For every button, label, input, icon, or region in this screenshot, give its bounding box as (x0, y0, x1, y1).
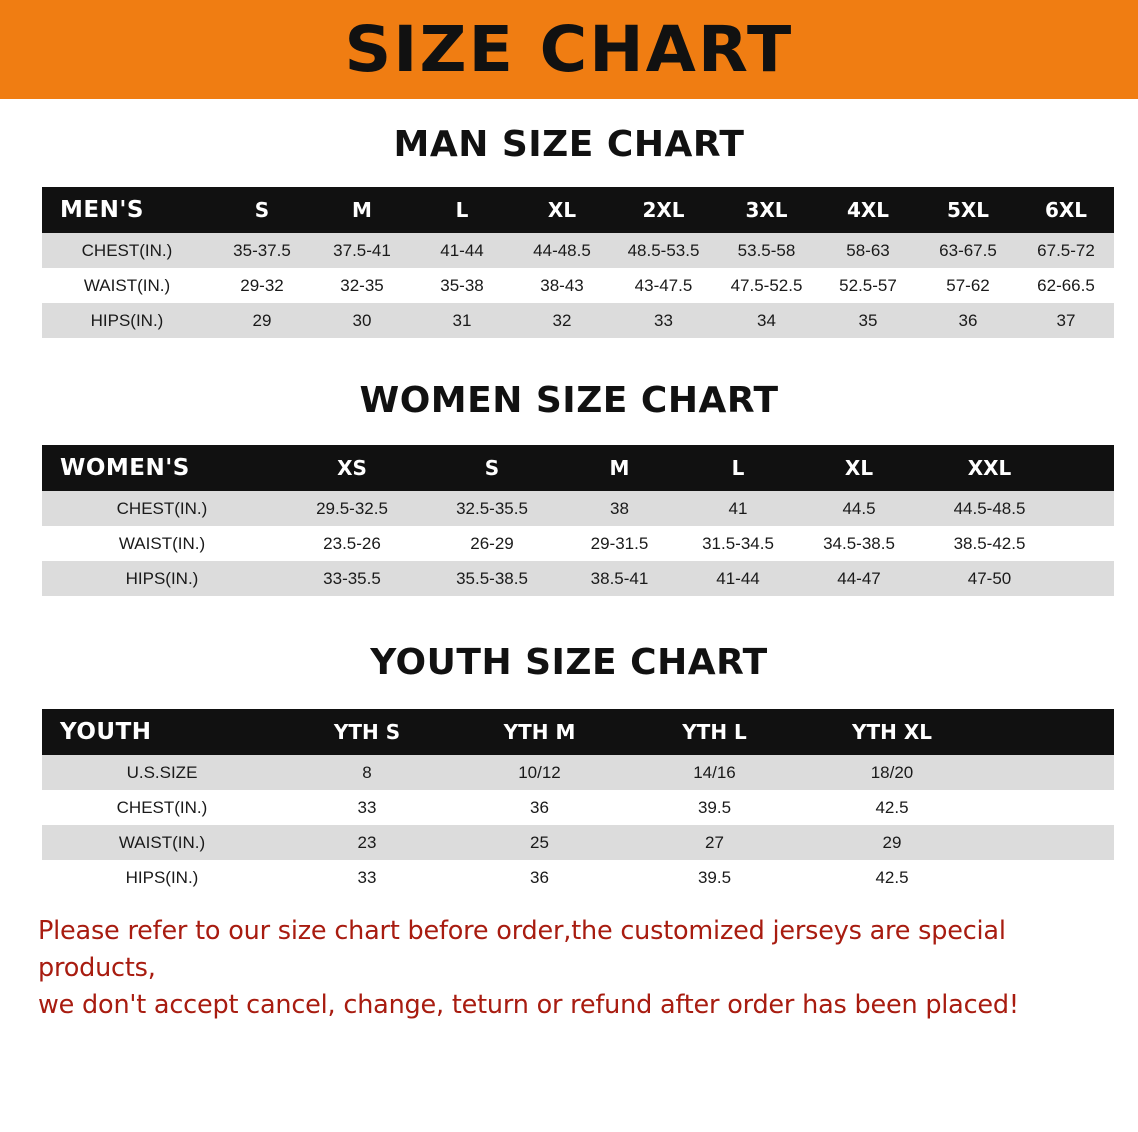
cell: 32 (512, 303, 612, 338)
cell: 53.5-58 (715, 233, 818, 268)
women-size-table (42, 445, 1114, 596)
table-row (42, 860, 1114, 895)
row-label: HIPS(IN.) (42, 561, 282, 596)
man-table-wrap (42, 187, 1096, 338)
column-header: 6XL (1018, 187, 1114, 233)
table-row (42, 790, 1114, 825)
header-banner (0, 0, 1138, 99)
cell: 44.5 (799, 491, 919, 526)
column-header: L (412, 187, 512, 233)
cell: 44.5-48.5 (919, 491, 1060, 526)
cell: 43-47.5 (612, 268, 715, 303)
row-label: HIPS(IN.) (42, 303, 212, 338)
man-size-table (42, 187, 1114, 338)
cell: 52.5-57 (818, 268, 918, 303)
column-header: XL (799, 445, 919, 491)
table-row (42, 233, 1114, 268)
cell-spacer (982, 860, 1114, 895)
cell: 34.5-38.5 (799, 526, 919, 561)
cell: 35.5-38.5 (422, 561, 562, 596)
cell-spacer (982, 825, 1114, 860)
cell: 39.5 (627, 860, 802, 895)
disclaimer-note (38, 913, 1100, 1024)
row-label: HIPS(IN.) (42, 860, 282, 895)
youth-section-title: YOUTH SIZE CHART (370, 642, 768, 683)
cell: 29-32 (212, 268, 312, 303)
women-table-wrap (42, 445, 1096, 596)
cell: 37 (1018, 303, 1114, 338)
women-section-title: WOMEN SIZE CHART (359, 380, 779, 421)
cell: 44-47 (799, 561, 919, 596)
youth-size-table (42, 709, 1114, 895)
row-label: WAIST(IN.) (42, 526, 282, 561)
cell: 41-44 (412, 233, 512, 268)
cell: 42.5 (802, 860, 982, 895)
cell-spacer (1060, 526, 1114, 561)
column-header-spacer (982, 709, 1114, 755)
cell: 63-67.5 (918, 233, 1018, 268)
cell-spacer (982, 755, 1114, 790)
column-header: XS (282, 445, 422, 491)
cell: 29 (802, 825, 982, 860)
table-row (42, 526, 1114, 561)
column-header: 2XL (612, 187, 715, 233)
cell: 35-37.5 (212, 233, 312, 268)
cell: 32-35 (312, 268, 412, 303)
column-header: WOMEN'S (42, 445, 282, 491)
row-label: WAIST(IN.) (42, 825, 282, 860)
cell: 10/12 (452, 755, 627, 790)
cell: 27 (627, 825, 802, 860)
cell: 31.5-34.5 (677, 526, 799, 561)
cell: 23 (282, 825, 452, 860)
cell: 32.5-35.5 (422, 491, 562, 526)
cell: 42.5 (802, 790, 982, 825)
cell: 38-43 (512, 268, 612, 303)
cell: 35-38 (412, 268, 512, 303)
cell: 33 (282, 790, 452, 825)
column-header: M (312, 187, 412, 233)
cell: 38 (562, 491, 677, 526)
cell: 58-63 (818, 233, 918, 268)
cell: 47-50 (919, 561, 1060, 596)
cell: 26-29 (422, 526, 562, 561)
cell: 41 (677, 491, 799, 526)
cell: 35 (818, 303, 918, 338)
table-header-row (42, 445, 1114, 491)
cell: 36 (918, 303, 1018, 338)
column-header: XL (512, 187, 612, 233)
youth-table-wrap (42, 709, 1096, 895)
page-title: SIZE CHART (344, 13, 794, 86)
table-row (42, 561, 1114, 596)
cell: 34 (715, 303, 818, 338)
cell: 33-35.5 (282, 561, 422, 596)
cell: 44-48.5 (512, 233, 612, 268)
row-label: CHEST(IN.) (42, 491, 282, 526)
column-header: YTH XL (802, 709, 982, 755)
cell: 37.5-41 (312, 233, 412, 268)
man-section-title: MAN SIZE CHART (393, 124, 745, 165)
cell: 36 (452, 860, 627, 895)
disclaimer-line-2: we don't accept cancel, change, teturn or refund after order has been placed! (38, 989, 1019, 1020)
column-header: S (212, 187, 312, 233)
cell: 29 (212, 303, 312, 338)
cell: 47.5-52.5 (715, 268, 818, 303)
column-header: YTH L (627, 709, 802, 755)
table-row (42, 303, 1114, 338)
cell: 29.5-32.5 (282, 491, 422, 526)
cell: 38.5-41 (562, 561, 677, 596)
cell: 33 (612, 303, 715, 338)
cell: 14/16 (627, 755, 802, 790)
cell: 39.5 (627, 790, 802, 825)
column-header: YOUTH (42, 709, 282, 755)
cell: 67.5-72 (1018, 233, 1114, 268)
column-header: XXL (919, 445, 1060, 491)
disclaimer-line-1: Please refer to our size chart before order,the customized jerseys are special products, (38, 916, 1006, 983)
cell: 23.5-26 (282, 526, 422, 561)
column-header-spacer (1060, 445, 1114, 491)
column-header: MEN'S (42, 187, 212, 233)
cell: 29-31.5 (562, 526, 677, 561)
cell-spacer (1060, 491, 1114, 526)
cell: 41-44 (677, 561, 799, 596)
cell: 31 (412, 303, 512, 338)
cell-spacer (1060, 561, 1114, 596)
cell: 33 (282, 860, 452, 895)
table-row (42, 491, 1114, 526)
column-header: L (677, 445, 799, 491)
table-header-row (42, 187, 1114, 233)
cell: 25 (452, 825, 627, 860)
column-header: 5XL (918, 187, 1018, 233)
column-header: YTH M (452, 709, 627, 755)
column-header: YTH S (282, 709, 452, 755)
cell: 62-66.5 (1018, 268, 1114, 303)
table-row (42, 755, 1114, 790)
cell: 18/20 (802, 755, 982, 790)
cell-spacer (982, 790, 1114, 825)
cell: 57-62 (918, 268, 1018, 303)
row-label: U.S.SIZE (42, 755, 282, 790)
cell: 8 (282, 755, 452, 790)
row-label: CHEST(IN.) (42, 233, 212, 268)
column-header: 3XL (715, 187, 818, 233)
cell: 38.5-42.5 (919, 526, 1060, 561)
table-header-row (42, 709, 1114, 755)
table-row (42, 825, 1114, 860)
row-label: WAIST(IN.) (42, 268, 212, 303)
column-header: S (422, 445, 562, 491)
cell: 48.5-53.5 (612, 233, 715, 268)
table-row (42, 268, 1114, 303)
column-header: M (562, 445, 677, 491)
column-header: 4XL (818, 187, 918, 233)
cell: 36 (452, 790, 627, 825)
row-label: CHEST(IN.) (42, 790, 282, 825)
cell: 30 (312, 303, 412, 338)
